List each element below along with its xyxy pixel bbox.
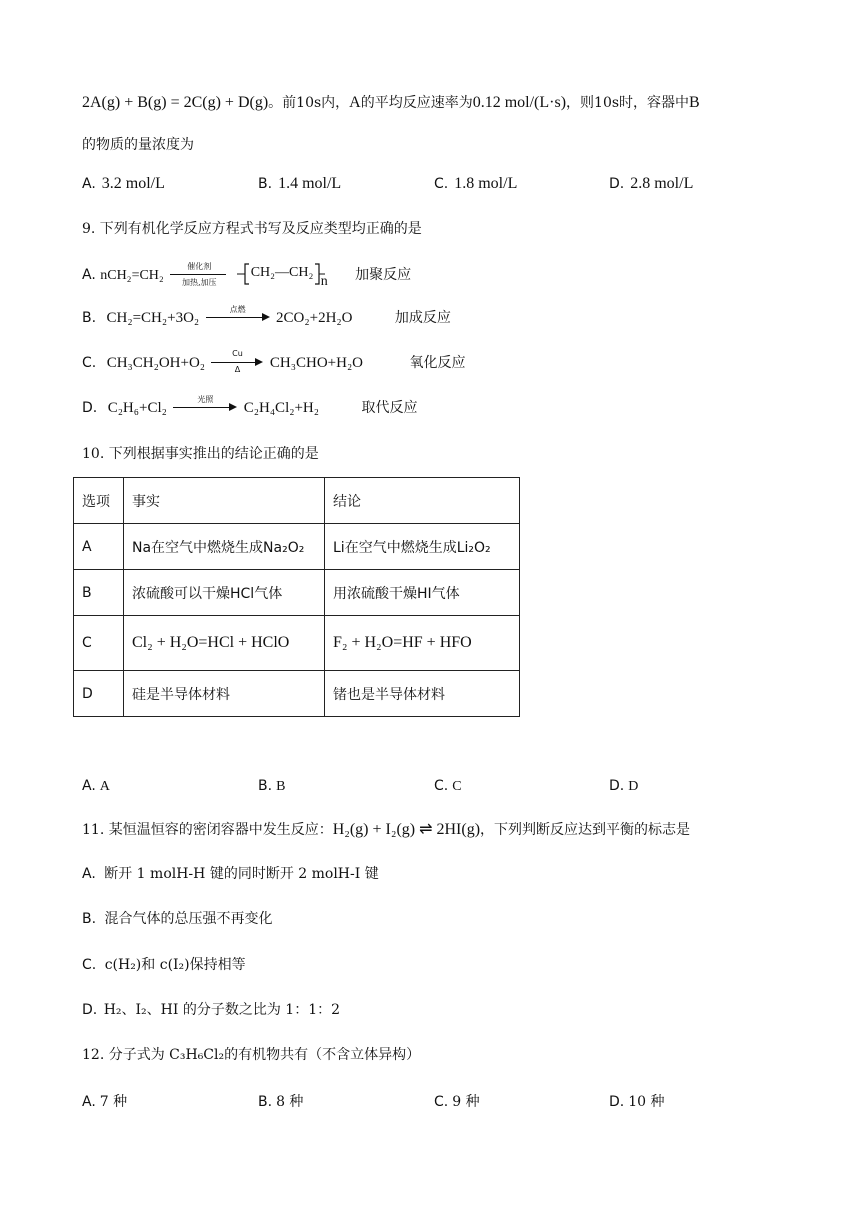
q11-option-c[interactable]: C. c(H₂)和 c(I₂)保持相等 bbox=[82, 957, 246, 973]
table-header: 结论 bbox=[325, 478, 520, 524]
q8-line2: 的物质的量浓度为 bbox=[82, 137, 194, 153]
q12-stem: 12. 分子式为 C₃H₆Cl₂的有机物共有（不含立体异构） bbox=[82, 1047, 421, 1063]
table-cell: 用浓硫酸干燥HI气体 bbox=[325, 570, 520, 616]
table-header: 事实 bbox=[124, 478, 325, 524]
q9c-product: CH₃CHO+H₂O bbox=[269, 355, 364, 371]
q8-text-c: 的平均反应速率为 bbox=[360, 95, 473, 111]
table-cell: A bbox=[74, 524, 124, 570]
table-cell: F₂ + H₂O=HF + HFO bbox=[325, 616, 520, 671]
q9b-reactant: CH₂=CH₂+3O₂ bbox=[106, 310, 200, 326]
q9-option-c[interactable]: C. CH₃CH₂OH+O₂ $\frac{Cu}{\Delta}$ CH₃CHO+H₂O 氧化反应 bbox=[82, 349, 466, 374]
q9-option-b[interactable]: B. CH₂=CH₂+3O₂ 点燃 2CO₂+2H₂O 加成反应 bbox=[82, 307, 451, 331]
q9a-type: 加聚反应 bbox=[355, 267, 412, 283]
table-cell: C bbox=[74, 616, 124, 671]
q9b-arrow: 点燃 bbox=[206, 307, 270, 329]
q9d-reactant: C₂H₆+Cl₂ bbox=[107, 400, 167, 416]
q10-option-d[interactable]: D. D bbox=[609, 778, 639, 794]
q9b-product: 2CO₂+2H₂O bbox=[276, 310, 353, 326]
q12-option-d[interactable]: D. 10 种 bbox=[609, 1094, 665, 1110]
q8-text-a: 。前10s内， bbox=[268, 95, 350, 111]
table-header-row bbox=[74, 478, 520, 524]
q9d-arrow: 光照 bbox=[173, 397, 237, 419]
table-row bbox=[74, 524, 520, 570]
q8-option-d[interactable]: D. 2.8 mol/L bbox=[609, 175, 694, 192]
q11-option-b[interactable]: B. 混合气体的总压强不再变化 bbox=[82, 911, 273, 927]
q11-equation: H₂(g) + I₂(g) ⇌ 2HI(g) bbox=[332, 821, 481, 838]
q10-table bbox=[73, 477, 520, 717]
q8-species-a: A bbox=[349, 94, 361, 111]
q9-option-d[interactable]: D. C₂H₆+Cl₂ 光照 C₂H₄Cl₂+H₂ 取代反应 bbox=[82, 397, 417, 421]
q12-options bbox=[82, 1091, 782, 1113]
q10-option-c[interactable]: C. C bbox=[434, 778, 462, 794]
table-row bbox=[74, 616, 520, 671]
q9c-arrow: $\frac{Cu}{\Delta}$ bbox=[211, 352, 263, 374]
table-row bbox=[74, 570, 520, 616]
table-cell: 浓硫酸可以干燥HCl气体 bbox=[124, 570, 325, 616]
q8-option-a[interactable]: A. 3.2 mol/L bbox=[82, 175, 165, 192]
table-cell: 锗也是半导体材料 bbox=[325, 671, 520, 717]
q9c-type: 氧化反应 bbox=[409, 355, 466, 371]
table-cell: D bbox=[74, 671, 124, 717]
table-cell: Cl₂ + H₂O=HCl + HClO bbox=[124, 616, 325, 671]
q9c-reactant: CH₃CH₂OH+O₂ bbox=[106, 355, 206, 371]
q11-stem-b: ，下列判断反应达到平衡的标志是 bbox=[480, 822, 691, 838]
table-cell: Li在空气中燃烧生成Li₂O₂ bbox=[325, 524, 520, 570]
q12-option-c[interactable]: C. 9 种 bbox=[434, 1094, 480, 1110]
q9b-type: 加成反应 bbox=[394, 310, 451, 326]
q11-option-a[interactable]: A. 断开 1 molH-H 键的同时断开 2 molH-I 键 bbox=[82, 866, 379, 882]
q10-options bbox=[82, 775, 782, 797]
q11-stem-a: 11. 某恒温恒容的密闭容器中发生反应： bbox=[82, 822, 333, 838]
table-cell: 硅是半导体材料 bbox=[124, 671, 325, 717]
q12-option-a[interactable]: A. 7 种 bbox=[82, 1094, 128, 1110]
q10-option-b[interactable]: B. B bbox=[258, 778, 286, 794]
q8-line1 bbox=[82, 92, 700, 113]
table-cell: Na在空气中燃烧生成Na₂O₂ bbox=[124, 524, 325, 570]
q8-option-b[interactable]: B. 1.4 mol/L bbox=[258, 175, 342, 192]
q9-stem: 9. 下列有机化学反应方程式书写及反应类型均正确的是 bbox=[82, 221, 422, 237]
q8-options bbox=[82, 173, 782, 195]
q9a-reactant: nCH₂=CH₂ bbox=[100, 268, 164, 283]
table-header: 选项 bbox=[74, 478, 124, 524]
q9d-type: 取代反应 bbox=[361, 400, 418, 416]
q9a-arrow: 催化剂 加热,加压 bbox=[170, 264, 228, 286]
q10-option-a[interactable]: A. A bbox=[82, 778, 110, 794]
q8-text-d: ，则10s时，容器中 bbox=[566, 95, 690, 111]
q9d-product: C₂H₄Cl₂+H₂ bbox=[243, 400, 319, 416]
q8-equation: 2A(g) + B(g) = 2C(g) + D(g) bbox=[82, 94, 269, 111]
q10-stem: 10. 下列根据事实推出的结论正确的是 bbox=[82, 446, 319, 462]
q9-option-a[interactable]: A. nCH₂=CH₂ 催化剂 加热,加压 CH₂—CH₂ n 加聚反应 bbox=[82, 262, 412, 289]
table-row bbox=[74, 671, 520, 717]
table-cell: B bbox=[74, 570, 124, 616]
q11-stem bbox=[82, 819, 690, 840]
q8-species-b: B bbox=[689, 94, 700, 111]
q12-option-b[interactable]: B. 8 种 bbox=[258, 1094, 304, 1110]
q8-option-c[interactable]: C. 1.8 mol/L bbox=[434, 175, 518, 192]
q8-rate: 0.12 mol/(L·s) bbox=[472, 94, 567, 111]
q11-option-d[interactable]: D. H₂、I₂、HI 的分子数之比为 1：1：2 bbox=[82, 1002, 341, 1018]
q9a-polymer: CH₂—CH₂ n bbox=[235, 260, 333, 290]
